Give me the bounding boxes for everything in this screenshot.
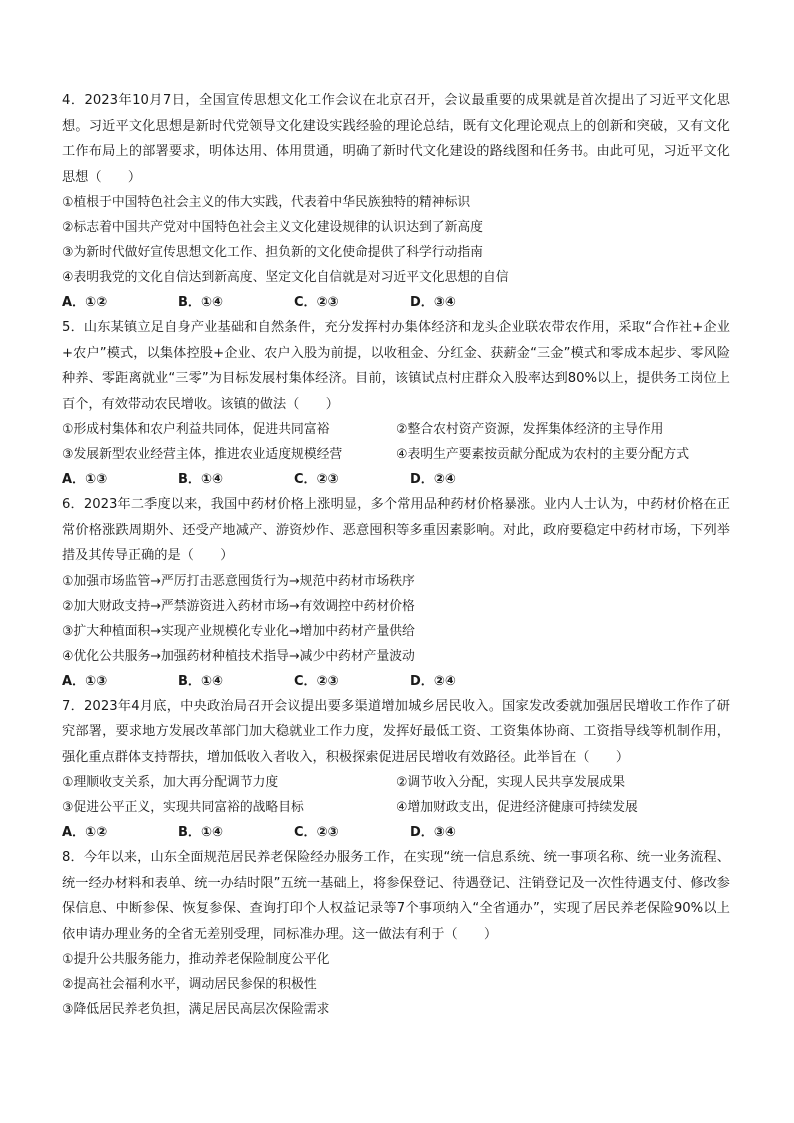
question-7-options-row-2	[62, 795, 730, 820]
question-6	[62, 492, 730, 694]
question-5-option-3: ③发展新型农业经营主体，推进农业适度规模经营	[62, 447, 343, 462]
answer-a: A．①③	[62, 673, 108, 689]
question-5-answers	[62, 467, 730, 492]
question-5	[62, 315, 730, 492]
answer-c: C．②③	[294, 825, 339, 840]
question-8-option-2: ②提高社会福利水平，调动居民参保的积极性	[62, 977, 317, 992]
question-6-option-1: ①加强市场监管→严厉打击恶意囤货行为→规范中药材市场秩序	[62, 573, 415, 589]
answer-c: C．②③	[294, 673, 339, 689]
question-4-option-2: ②标志着中国共产党对中国特色社会主义文化建设规律的认识达到了新高度	[62, 220, 483, 235]
question-5-stem: 5．山东某镇立足自身产业基础和自然条件，充分发挥村办集体经济和龙头企业联农带农作用，采取“合作社+企业+农户”模式，以集体控股+企业、农户入股为前提，以收租金、分红金、获薪金“三金”模式和零成本起步、零风险种养、零距离就业“三零”为目标发展村集体经济。目前，该镇试点村庄群众入股率达到80%以上，提供务工岗位上百个，有效带动农民增收。该镇的做法（ ）	[62, 320, 730, 412]
question-7-option-4: ④增加财政支出，促进经济健康可持续发展	[396, 800, 638, 815]
question-5-option-1: ①形成村集体和农户利益共同体，促进共同富裕	[62, 422, 330, 437]
question-7-option-2: ②调节收入分配，实现人民共享发展成果	[396, 775, 626, 790]
exam-page	[62, 88, 730, 1022]
question-7-option-3: ③促进公平正义，实现共同富裕的战略目标	[62, 800, 304, 815]
question-4	[62, 88, 730, 315]
question-7	[62, 694, 730, 846]
question-7-options-row-1	[62, 770, 730, 795]
question-4-option-1: ①植根于中国特色社会主义的伟大实践，代表着中华民族独特的精神标识	[62, 195, 471, 210]
answer-c: C．②③	[294, 472, 339, 487]
question-6-option-3: ③扩大种植面积→实现产业规模化专业化→增加中药材产量供给	[62, 623, 415, 639]
question-5-option-4: ④表明生产要素按贡献分配成为农村的主要分配方式	[396, 447, 690, 462]
answer-c: C．②③	[294, 295, 339, 310]
question-4-stem: 4．2023年10月7日，全国宣传思想文化工作会议在北京召开，会议最重要的成果就是首次提出了习近平文化思想。习近平文化思想是新时代党领导文化建设实践经验的理论总结，既有文化理论观点上的创新和突破，又有文化工作布局上的部署要求，明体达用、体用贯通，明确了新时代文化建设的路线图和任务书。由此可见，习近平文化思想（ ）	[62, 93, 730, 185]
question-6-stem: 6．2023年二季度以来，我国中药材价格上涨明显，多个常用品种药材价格暴涨。业内人士认为，中药材价格在正常价格涨跌周期外、还受产地减产、游资炒作、恶意囤积等多重因素影响。对此，政府要稳定中药材市场，下列举措及其传导正确的是（ ）	[62, 497, 730, 563]
answer-d: D．②④	[410, 472, 456, 487]
answer-a: A．①②	[62, 295, 108, 310]
question-5-options-row-1	[62, 417, 730, 442]
question-5-options-row-2	[62, 442, 730, 467]
answer-a: A．①②	[62, 825, 108, 840]
answer-d: D．③④	[410, 295, 456, 310]
answer-d: D．③④	[410, 825, 456, 840]
question-6-option-4: ④优化公共服务→加强药材种植技术指导→减少中药材产量波动	[62, 648, 415, 664]
question-7-option-1: ①理顺收支关系，加大再分配调节力度	[62, 775, 279, 790]
question-4-answers	[62, 290, 730, 315]
question-8-option-3: ③降低居民养老负担，满足居民高层次保险需求	[62, 1002, 330, 1017]
question-4-option-3: ③为新时代做好宣传思想文化工作、担负新的文化使命提供了科学行动指南	[62, 245, 483, 260]
question-8-option-1: ①提升公共服务能力，推动养老保险制度公平化	[62, 952, 330, 967]
question-8	[62, 845, 730, 1022]
answer-b: B．①④	[178, 295, 223, 310]
answer-b: B．①④	[178, 825, 223, 840]
answer-b: B．①④	[178, 472, 223, 487]
answer-b: B．①④	[178, 673, 223, 689]
question-7-stem: 7．2023年4月底，中央政治局召开会议提出要多渠道增加城乡居民收入。国家发改委就加强居民增收工作作了研究部署，要求地方发展改革部门加大稳就业工作力度，发挥好最低工资、工资集体协商、工资指导线等机制作用，强化重点群体支持帮扶，增加低收入者收入，积极探索促进居民增收有效路径。此举旨在（ ）	[62, 698, 730, 765]
question-7-answers	[62, 820, 730, 845]
question-8-stem: 8．今年以来，山东全面规范居民养老保险经办服务工作，在实现“统一信息系统、统一事项名称、统一业务流程、统一经办材料和表单、统一办结时限”五统一基础上，将参保登记、待遇登记、注销登记及一次性待遇支付、修改参保信息、中断参保、恢复参保、查询打印个人权益记录等7个事项纳入“全省通办”，实现了居民养老保险90%以上依申请办理业务的全省无差别受理，同标准办理。这一做法有利于（ ）	[62, 850, 730, 942]
answer-d: D．②④	[410, 673, 456, 689]
question-6-answers	[62, 669, 730, 694]
question-5-option-2: ②整合农村资产资源，发挥集体经济的主导作用	[396, 422, 664, 437]
question-6-option-2: ②加大财政支持→严禁游资进入药材市场→有效调控中药材价格	[62, 598, 415, 614]
answer-a: A．①③	[62, 472, 108, 487]
question-4-option-4: ④表明我党的文化自信达到新高度、坚定文化自信就是对习近平文化思想的自信	[62, 270, 509, 285]
